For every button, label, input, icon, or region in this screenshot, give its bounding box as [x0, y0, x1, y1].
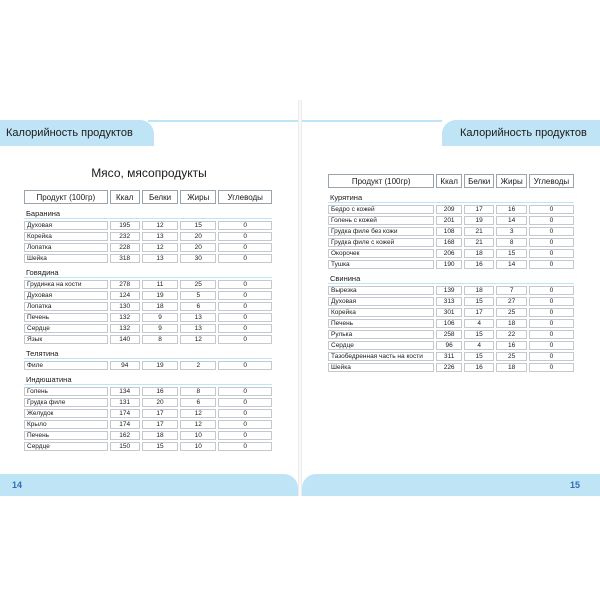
column-header: Ккал [436, 174, 462, 188]
nutrient-value-cell: 0 [529, 227, 574, 236]
nutrient-value-cell: 13 [142, 254, 178, 263]
nutrient-value-cell: 209 [436, 205, 462, 214]
nutrient-value-cell: 0 [218, 302, 272, 311]
nutrient-value-cell: 5 [180, 291, 216, 300]
nutrient-value-cell: 94 [110, 361, 140, 370]
left-page [0, 100, 298, 496]
product-name-cell: Филе [24, 361, 108, 370]
nutrient-value-cell: 0 [529, 297, 574, 306]
nutrient-value-cell: 12 [142, 221, 178, 230]
nutrient-value-cell: 0 [529, 216, 574, 225]
table-row [24, 387, 272, 396]
nutrient-value-cell: 168 [436, 238, 462, 247]
table-row [328, 319, 574, 328]
nutrient-value-cell: 18 [496, 363, 527, 372]
nutrient-value-cell: 15 [180, 221, 216, 230]
nutrient-value-cell: 0 [218, 254, 272, 263]
nutrient-value-cell: 162 [110, 431, 140, 440]
nutrient-value-cell: 10 [180, 431, 216, 440]
nutrient-value-cell: 17 [142, 409, 178, 418]
category-row [24, 206, 272, 219]
nutrient-value-cell: 0 [218, 420, 272, 429]
table-row [328, 330, 574, 339]
nutrient-value-cell: 17 [142, 420, 178, 429]
table-row [24, 442, 272, 451]
product-name-cell: Рулька [328, 330, 434, 339]
product-name-cell: Грудка филе [24, 398, 108, 407]
table-row [24, 254, 272, 263]
nutrient-value-cell: 174 [110, 420, 140, 429]
nutrient-value-cell: 11 [142, 280, 178, 289]
nutrient-value-cell: 16 [496, 205, 527, 214]
nutrient-value-cell: 278 [110, 280, 140, 289]
nutrient-value-cell: 13 [180, 313, 216, 322]
nutrient-value-cell: 0 [218, 335, 272, 344]
nutrient-value-cell: 6 [180, 398, 216, 407]
nutrient-value-cell: 258 [436, 330, 462, 339]
table-row [328, 249, 574, 258]
page-number: 15 [569, 480, 580, 490]
nutrient-value-cell: 190 [436, 260, 462, 269]
product-name-cell: Грудинка на кости [24, 280, 108, 289]
category-label: Индюшатина [24, 372, 272, 385]
nutrient-value-cell: 0 [218, 324, 272, 333]
nutrient-value-cell: 8 [496, 238, 527, 247]
nutrient-value-cell: 0 [529, 330, 574, 339]
nutrient-value-cell: 17 [464, 308, 495, 317]
table-row [328, 238, 574, 247]
table-row [24, 324, 272, 333]
nutrient-value-cell: 20 [142, 398, 178, 407]
nutrient-value-cell: 16 [464, 260, 495, 269]
nutrient-value-cell: 132 [110, 313, 140, 322]
page-footer-band [0, 474, 298, 496]
table-row [24, 221, 272, 230]
nutrient-value-cell: 19 [464, 216, 495, 225]
product-name-cell: Голень с кожей [328, 216, 434, 225]
product-name-cell: Духовая [24, 221, 108, 230]
nutrient-value-cell: 195 [110, 221, 140, 230]
table-row [24, 420, 272, 429]
column-header: Продукт (100гр) [328, 174, 434, 188]
nutrient-value-cell: 108 [436, 227, 462, 236]
nutrient-value-cell: 18 [142, 431, 178, 440]
product-name-cell: Шейка [328, 363, 434, 372]
nutrient-value-cell: 226 [436, 363, 462, 372]
nutrient-value-cell: 132 [110, 324, 140, 333]
nutrient-value-cell: 0 [529, 260, 574, 269]
nutrient-value-cell: 10 [180, 442, 216, 451]
product-name-cell: Лопатка [24, 302, 108, 311]
table-row [328, 341, 574, 350]
product-name-cell: Печень [328, 319, 434, 328]
product-name-cell: Лопатка [24, 243, 108, 252]
section-title: Мясо, мясопродукты [91, 166, 207, 180]
nutrient-value-cell: 0 [218, 291, 272, 300]
category-label: Баранина [24, 206, 272, 219]
page-header-tab: Калорийность продуктов [0, 120, 154, 146]
nutrient-value-cell: 13 [142, 232, 178, 241]
nutrient-value-cell: 0 [218, 361, 272, 370]
table-row [24, 335, 272, 344]
nutrient-value-cell: 150 [110, 442, 140, 451]
product-name-cell: Голень [24, 387, 108, 396]
calorie-table-meat [22, 188, 274, 453]
product-name-cell: Сердце [24, 442, 108, 451]
nutrient-value-cell: 206 [436, 249, 462, 258]
nutrient-value-cell: 16 [464, 363, 495, 372]
product-name-cell: Печень [24, 313, 108, 322]
product-name-cell: Сердце [328, 341, 434, 350]
nutrient-value-cell: 15 [464, 297, 495, 306]
category-row [24, 346, 272, 359]
page-number: 14 [12, 480, 23, 490]
nutrient-value-cell: 232 [110, 232, 140, 241]
table-row [328, 227, 574, 236]
nutrient-value-cell: 14 [496, 260, 527, 269]
nutrient-value-cell: 15 [142, 442, 178, 451]
nutrient-value-cell: 0 [529, 249, 574, 258]
table-row [328, 308, 574, 317]
nutrient-value-cell: 0 [218, 243, 272, 252]
nutrient-value-cell: 130 [110, 302, 140, 311]
right-page [302, 100, 600, 496]
product-name-cell: Окорочек [328, 249, 434, 258]
nutrient-value-cell: 2 [180, 361, 216, 370]
nutrient-value-cell: 174 [110, 409, 140, 418]
category-row [328, 271, 574, 284]
nutrient-value-cell: 25 [496, 352, 527, 361]
nutrient-value-cell: 30 [180, 254, 216, 263]
table-row [24, 232, 272, 241]
nutrient-value-cell: 12 [180, 335, 216, 344]
nutrient-value-cell: 18 [464, 286, 495, 295]
table-row [328, 352, 574, 361]
calorie-table-poultry-pork [326, 172, 576, 374]
nutrient-value-cell: 7 [496, 286, 527, 295]
product-name-cell: Тушка [328, 260, 434, 269]
column-header: Жиры [180, 190, 216, 204]
nutrient-value-cell: 140 [110, 335, 140, 344]
table-row [328, 297, 574, 306]
nutrient-value-cell: 16 [496, 341, 527, 350]
nutrient-value-cell: 106 [436, 319, 462, 328]
nutrient-value-cell: 0 [529, 319, 574, 328]
product-name-cell: Грудка филе без кожи [328, 227, 434, 236]
category-label: Свинина [328, 271, 574, 284]
column-header: Продукт (100гр) [24, 190, 108, 204]
nutrient-value-cell: 19 [142, 361, 178, 370]
nutrient-value-cell: 0 [529, 341, 574, 350]
nutrient-value-cell: 0 [218, 398, 272, 407]
category-label: Говядина [24, 265, 272, 278]
nutrient-value-cell: 0 [529, 308, 574, 317]
nutrient-value-cell: 20 [180, 243, 216, 252]
book-spread [0, 100, 600, 496]
nutrient-value-cell: 15 [464, 352, 495, 361]
product-name-cell: Крыло [24, 420, 108, 429]
product-name-cell: Грудка филе с кожей [328, 238, 434, 247]
nutrient-value-cell: 201 [436, 216, 462, 225]
table-row [328, 216, 574, 225]
nutrient-value-cell: 22 [496, 330, 527, 339]
nutrient-value-cell: 0 [218, 221, 272, 230]
nutrient-value-cell: 124 [110, 291, 140, 300]
nutrient-value-cell: 13 [180, 324, 216, 333]
table-row [328, 260, 574, 269]
nutrient-value-cell: 0 [529, 352, 574, 361]
nutrient-value-cell: 14 [496, 216, 527, 225]
nutrient-value-cell: 0 [529, 205, 574, 214]
nutrient-value-cell: 20 [180, 232, 216, 241]
nutrient-value-cell: 12 [180, 409, 216, 418]
column-header: Белки [464, 174, 495, 188]
table-row [24, 302, 272, 311]
table-row [24, 431, 272, 440]
table-header-row [328, 174, 574, 188]
nutrient-value-cell: 12 [180, 420, 216, 429]
nutrient-value-cell: 3 [496, 227, 527, 236]
nutrient-value-cell: 25 [496, 308, 527, 317]
column-header: Углеводы [529, 174, 574, 188]
nutrient-value-cell: 313 [436, 297, 462, 306]
product-name-cell: Духовая [328, 297, 434, 306]
nutrient-value-cell: 0 [218, 387, 272, 396]
category-label: Курятина [328, 190, 574, 203]
table-row [328, 205, 574, 214]
table-row [24, 280, 272, 289]
nutrient-value-cell: 9 [142, 313, 178, 322]
product-name-cell: Желудок [24, 409, 108, 418]
nutrient-value-cell: 311 [436, 352, 462, 361]
nutrient-value-cell: 131 [110, 398, 140, 407]
nutrient-value-cell: 0 [218, 232, 272, 241]
nutrient-value-cell: 318 [110, 254, 140, 263]
nutrient-value-cell: 228 [110, 243, 140, 252]
table-row [328, 363, 574, 372]
nutrient-value-cell: 8 [180, 387, 216, 396]
nutrient-value-cell: 0 [218, 280, 272, 289]
nutrient-value-cell: 15 [496, 249, 527, 258]
nutrient-value-cell: 18 [464, 249, 495, 258]
category-row [24, 265, 272, 278]
nutrient-value-cell: 0 [529, 286, 574, 295]
table-header-row [24, 190, 272, 204]
product-name-cell: Шейка [24, 254, 108, 263]
table-row [24, 361, 272, 370]
product-name-cell: Печень [24, 431, 108, 440]
product-name-cell: Сердце [24, 324, 108, 333]
nutrient-value-cell: 0 [218, 409, 272, 418]
header-rule [148, 120, 298, 122]
table-row [24, 398, 272, 407]
category-row [328, 190, 574, 203]
product-name-cell: Духовая [24, 291, 108, 300]
nutrient-value-cell: 0 [218, 442, 272, 451]
page-header-tab: Калорийность продуктов [442, 120, 600, 146]
nutrient-value-cell: 9 [142, 324, 178, 333]
product-name-cell: Корейка [328, 308, 434, 317]
page-footer-band [302, 474, 600, 496]
table-row [24, 243, 272, 252]
nutrient-value-cell: 21 [464, 238, 495, 247]
product-name-cell: Язык [24, 335, 108, 344]
nutrient-value-cell: 18 [142, 302, 178, 311]
nutrient-value-cell: 16 [142, 387, 178, 396]
nutrient-value-cell: 15 [464, 330, 495, 339]
nutrient-value-cell: 0 [529, 238, 574, 247]
nutrient-value-cell: 0 [529, 363, 574, 372]
product-name-cell: Тазобедренная часть на кости [328, 352, 434, 361]
nutrient-value-cell: 6 [180, 302, 216, 311]
nutrient-value-cell: 8 [142, 335, 178, 344]
nutrient-value-cell: 27 [496, 297, 527, 306]
category-label: Телятина [24, 346, 272, 359]
nutrient-value-cell: 17 [464, 205, 495, 214]
nutrient-value-cell: 21 [464, 227, 495, 236]
header-rule [302, 120, 442, 122]
product-name-cell: Вырезка [328, 286, 434, 295]
category-row [24, 372, 272, 385]
nutrient-value-cell: 19 [142, 291, 178, 300]
nutrient-value-cell: 18 [496, 319, 527, 328]
table-row [24, 313, 272, 322]
nutrient-value-cell: 134 [110, 387, 140, 396]
nutrient-value-cell: 0 [218, 313, 272, 322]
nutrient-value-cell: 12 [142, 243, 178, 252]
nutrient-value-cell: 4 [464, 341, 495, 350]
table-row [24, 291, 272, 300]
nutrient-value-cell: 0 [218, 431, 272, 440]
table-row [24, 409, 272, 418]
column-header: Углеводы [218, 190, 272, 204]
nutrient-value-cell: 4 [464, 319, 495, 328]
nutrient-value-cell: 25 [180, 280, 216, 289]
product-name-cell: Бедро с кожей [328, 205, 434, 214]
column-header: Ккал [110, 190, 140, 204]
column-header: Жиры [496, 174, 527, 188]
table-row [328, 286, 574, 295]
product-name-cell: Корейка [24, 232, 108, 241]
column-header: Белки [142, 190, 178, 204]
nutrient-value-cell: 301 [436, 308, 462, 317]
nutrient-value-cell: 139 [436, 286, 462, 295]
nutrient-value-cell: 96 [436, 341, 462, 350]
